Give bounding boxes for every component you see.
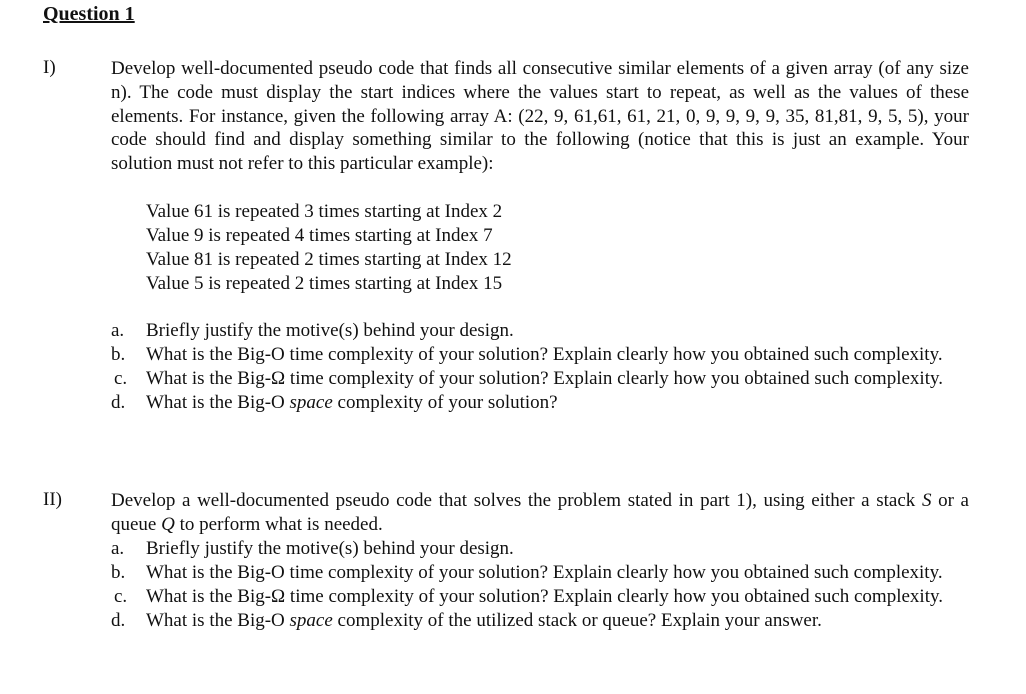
subquestion-text: What is the Big-O time complexity of your solution? Explain clearly how you obtained such complexity.: [146, 344, 943, 365]
example-line: Value 9 is repeated 4 times starting at Index 7: [146, 225, 493, 246]
subquestion-c: [111, 585, 969, 609]
subquestion-text: [146, 609, 969, 633]
example-line: Value 5 is repeated 2 times starting at Index 15: [146, 273, 503, 294]
subquestion-label: d.: [111, 610, 126, 631]
variable-s: S: [921, 490, 932, 511]
subquestion-label: c.: [114, 368, 128, 389]
subquestion-a: [111, 537, 969, 561]
subquestion-b: [111, 561, 969, 585]
part-2-subquestions: [111, 537, 969, 633]
subquestion-text: What is the Big-Ω time complexity of your solution? Explain clearly how you obtained such complexity.: [146, 586, 943, 607]
subquestion-text-pre: What is the Big-O: [146, 610, 290, 631]
subquestion-text-pre: What is the Big-O: [146, 392, 290, 413]
subquestion-text-post: complexity of your solution?: [332, 392, 558, 413]
subquestion-d: [111, 609, 969, 633]
part-2-prompt: [111, 489, 969, 537]
part-2-prompt-text: or a queue: [111, 490, 969, 535]
subquestion-a: [111, 319, 969, 343]
subquestion-label: a.: [111, 538, 125, 559]
subquestion-label: a.: [111, 320, 125, 341]
part-2-prompt-text: Develop a well-documented pseudo code that solves the problem stated in part 1), using either a stack: [111, 490, 922, 511]
subquestion-text: Briefly justify the motive(s) behind your design.: [146, 538, 514, 559]
part-1-numeral: I): [43, 57, 56, 78]
subquestion-b: [111, 343, 969, 367]
variable-q: Q: [161, 513, 175, 535]
part-2-numeral: II): [43, 489, 62, 510]
subquestion-text-emphasis: space: [289, 392, 333, 413]
part-1-prompt-text: Develop well-documented pseudo code that finds all consecutive similar elements of a given array (of any size n). The code must display the start indices where the values start to repeat, as well as the values of these elements. For instance, given the following array A: (22, 9, 61,61, 61, 21, 0, 9, 9, 9, 9, 35, 81,81, 9, 5, 5), your code should find and display something similar to the following (notice that this is just an example. Your solution must not refer to this particular example):: [111, 58, 969, 175]
subquestion-text: [146, 391, 969, 415]
question-title: Question 1: [43, 3, 135, 25]
part-1-subquestions: [111, 319, 969, 415]
subquestion-label: b.: [111, 344, 126, 365]
subquestion-text-emphasis: space: [289, 610, 333, 631]
subquestion-label: d.: [111, 392, 126, 413]
subquestion-text: Briefly justify the motive(s) behind your design.: [146, 320, 514, 341]
subquestion-text: What is the Big-O time complexity of your solution? Explain clearly how you obtained such complexity.: [146, 562, 943, 583]
example-line: Value 61 is repeated 3 times starting at Index 2: [146, 201, 503, 222]
subquestion-d: [111, 391, 969, 415]
part-2-prompt-text: to perform what is needed.: [174, 513, 383, 535]
subquestion-c: [111, 367, 969, 391]
subquestion-text: What is the Big-Ω time complexity of your solution? Explain clearly how you obtained such complexity.: [146, 368, 943, 389]
subquestion-label: c.: [114, 586, 128, 607]
part-1-prompt: [111, 57, 969, 176]
subquestion-text-post: complexity of the utilized stack or queue? Explain your answer.: [332, 610, 822, 631]
example-line: Value 81 is repeated 2 times starting at Index 12: [146, 249, 512, 270]
subquestion-label: b.: [111, 562, 126, 583]
example-output: [146, 200, 512, 296]
